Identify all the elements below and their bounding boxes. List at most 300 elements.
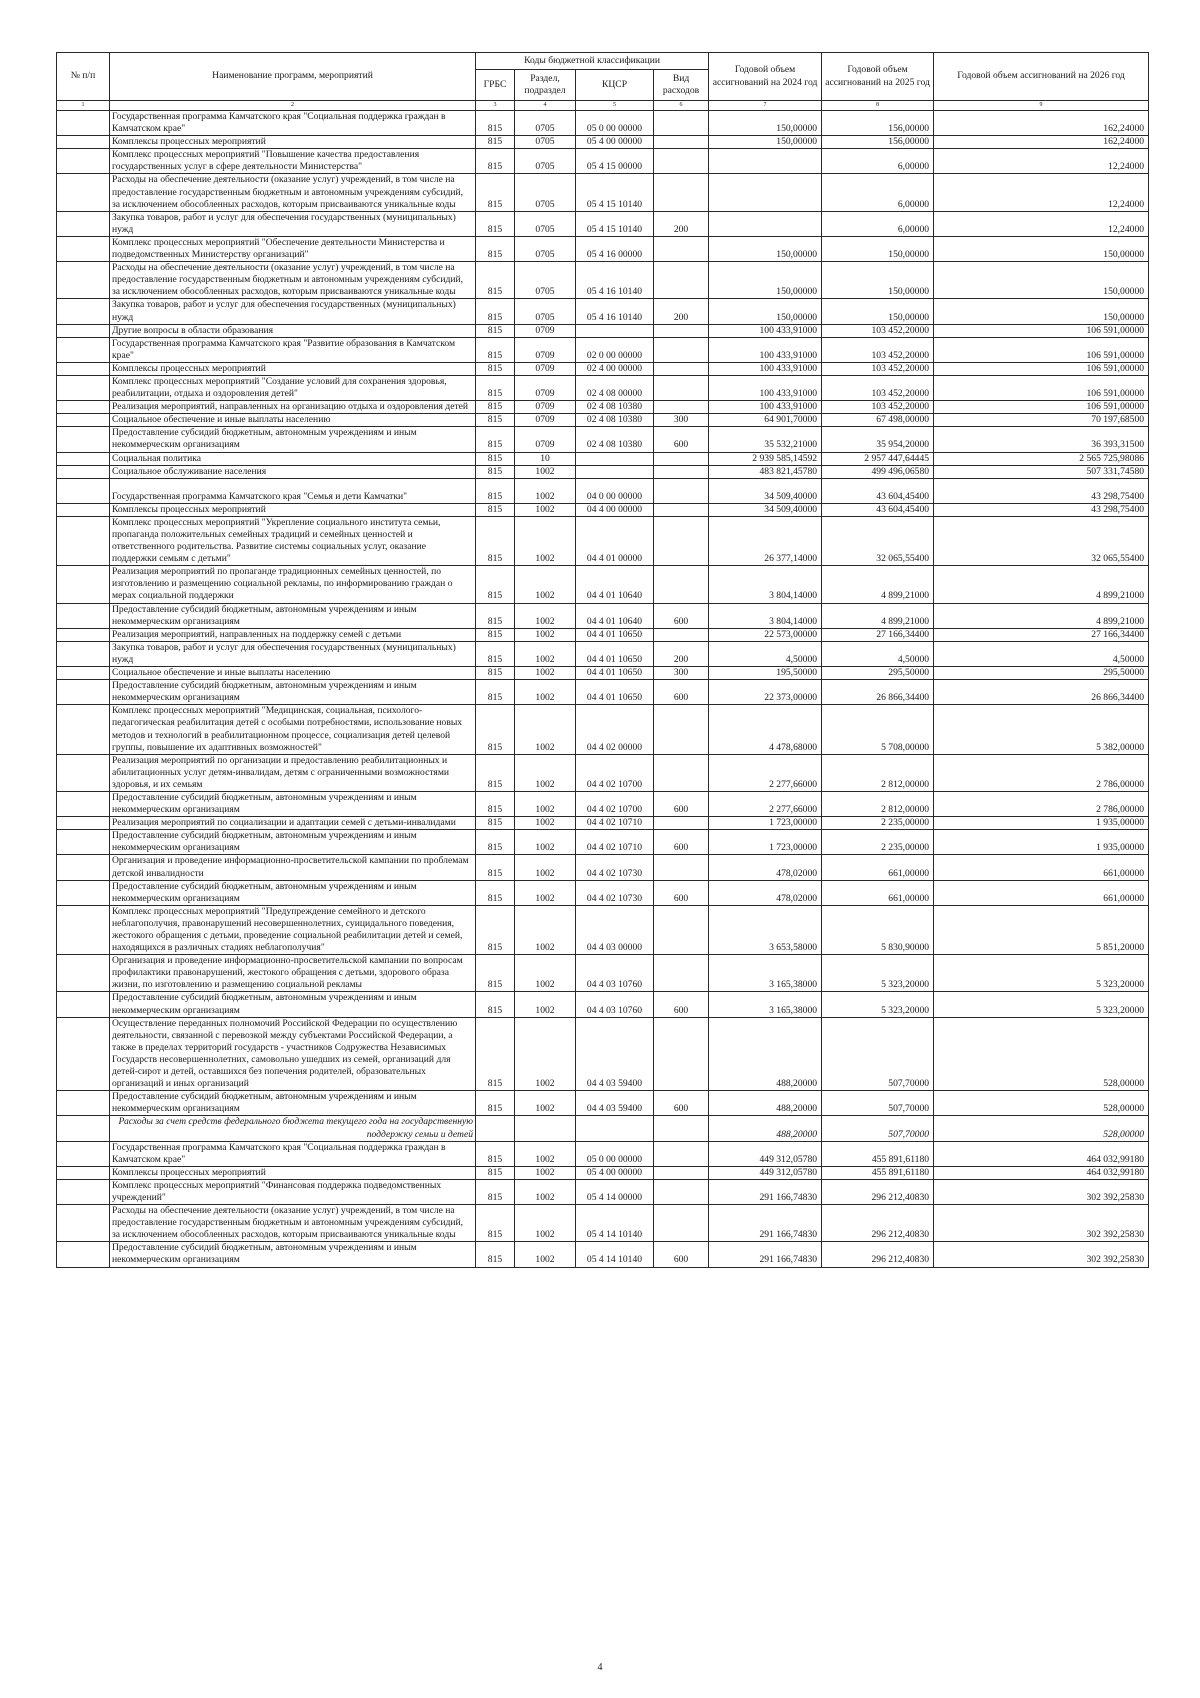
amount-2026-cell: 661,00000 [934,880,1149,905]
amount-2024-cell: 100 433,91000 [709,401,822,414]
razdel-cell: 0705 [515,136,576,149]
vid-cell [654,452,709,465]
kcsr-cell: 05 4 15 10140 [576,174,654,211]
budget-table [56,52,1149,1268]
program-name-cell: Осуществление переданных полномочий Российской Федерации по осуществлению деятельности, связанной с перевозкой между субъектами Российской Федерации, а также в пределах территорий государств - участников Содружества Независимых Государств несовершеннолетних, самовольно ушедших из семей, организаций для детей-сирот и детей, оставшихся без попечения родителей, образовательных организаций и иных организаций [110,1017,476,1091]
kcsr-cell: 04 4 03 10760 [576,992,654,1017]
table-row [57,603,1149,628]
program-name-cell: Социальное обеспечение и иные выплаты населению [110,414,476,427]
vid-cell [654,1179,709,1204]
table-body [57,111,1149,1268]
table-row [57,478,1149,503]
vid-cell: 200 [654,299,709,324]
amount-2025-cell: 156,00000 [822,111,934,136]
amount-2026-cell: 12,24000 [934,174,1149,211]
amount-2025-cell: 2 812,00000 [822,754,934,791]
amount-2026-cell: 464 032,99180 [934,1141,1149,1166]
amount-2025-cell: 5 323,20000 [822,955,934,992]
program-name-cell: Комплекс процессных мероприятий "Финансовая поддержка подведомственных учреждений" [110,1179,476,1204]
grbs-cell: 815 [476,236,515,261]
kcsr-cell: 05 4 16 00000 [576,236,654,261]
kcsr-cell: 02 4 08 10380 [576,414,654,427]
amount-2025-cell: 6,00000 [822,211,934,236]
amount-2025-cell: 103 452,20000 [822,337,934,362]
amount-2024-cell: 483 821,45780 [709,465,822,478]
amount-2025-cell: 661,00000 [822,855,934,880]
row-number-cell [57,603,110,628]
program-name-cell: Закупка товаров, работ и услуг для обеспечения государственных (муниципальных) нужд [110,641,476,666]
column-index-row [57,101,1149,111]
kcsr-cell: 04 4 01 10650 [576,680,654,705]
row-number-cell [57,452,110,465]
grbs-cell: 815 [476,566,515,603]
table-row [57,1116,1149,1141]
row-number-cell [57,641,110,666]
vid-cell [654,149,709,174]
column-index-cell: 4 [515,101,576,111]
program-name-cell: Предоставление субсидий бюджетным, автономным учреждениям и иным некоммерческим организациям [110,603,476,628]
amount-2025-cell: 5 323,20000 [822,992,934,1017]
razdel-cell: 1002 [515,880,576,905]
razdel-cell: 1002 [515,955,576,992]
kcsr-cell [576,452,654,465]
row-number-cell [57,905,110,954]
amount-2026-cell: 43 298,75400 [934,478,1149,503]
program-name-cell: Комплекс процессных мероприятий "Предупреждение семейного и детского неблагополучия, правонарушений несовершеннолетних, суицидального поведения, жестокого обращения с детьми, проведение социальной реабилитации детей и семей, находящихся в различных стадиях неблагополучия" [110,905,476,954]
vid-cell: 300 [654,667,709,680]
grbs-cell: 815 [476,401,515,414]
kcsr-cell: 04 4 02 10700 [576,791,654,816]
amount-2026-cell: 507 331,74580 [934,465,1149,478]
program-name-cell: Комплекс процессных мероприятий "Повышение качества предоставления государственных услуг в сфере деятельности Министерства" [110,149,476,174]
razdel-cell: 1002 [515,1166,576,1179]
amount-2024-cell: 4,50000 [709,641,822,666]
amount-2026-cell: 1 935,00000 [934,830,1149,855]
amount-2026-cell: 106 591,00000 [934,401,1149,414]
amount-2026-cell: 464 032,99180 [934,1166,1149,1179]
program-name-cell: Расходы на обеспечение деятельности (оказание услуг) учреждений, в том числе на предоставление государственным бюджетным и автономным учреждениям субсидий, за исключением обособленных расходов, которым присваиваются уникальные коды [110,262,476,299]
amount-2024-cell: 34 509,40000 [709,478,822,503]
grbs-cell: 815 [476,1166,515,1179]
table-row [57,427,1149,452]
amount-2026-cell: 302 392,25830 [934,1242,1149,1267]
table-row [57,855,1149,880]
table-row [57,1091,1149,1116]
amount-2025-cell: 6,00000 [822,174,934,211]
razdel-cell [515,1116,576,1141]
row-number-cell [57,955,110,992]
program-name-cell: Предоставление субсидий бюджетным, автономным учреждениям и иным некоммерческим организациям [110,992,476,1017]
kcsr-cell: 04 4 01 10640 [576,566,654,603]
col-header-grbs: ГРБС [476,70,515,101]
row-number-cell [57,211,110,236]
vid-cell [654,1166,709,1179]
amount-2024-cell: 4 478,68000 [709,705,822,754]
amount-2024-cell [709,174,822,211]
kcsr-cell: 04 4 02 10730 [576,880,654,905]
table-row [57,111,1149,136]
amount-2026-cell: 106 591,00000 [934,375,1149,400]
razdel-cell: 1002 [515,566,576,603]
vid-cell [654,465,709,478]
razdel-cell: 0705 [515,111,576,136]
amount-2025-cell: 2 812,00000 [822,791,934,816]
razdel-cell: 1002 [515,516,576,565]
amount-2024-cell: 35 532,21000 [709,427,822,452]
kcsr-cell: 04 4 01 00000 [576,516,654,565]
amount-2026-cell: 12,24000 [934,211,1149,236]
amount-2024-cell: 100 433,91000 [709,324,822,337]
amount-2026-cell: 1 935,00000 [934,817,1149,830]
table-row [57,667,1149,680]
razdel-cell: 1002 [515,830,576,855]
razdel-cell: 0705 [515,211,576,236]
grbs-cell: 815 [476,641,515,666]
col-header-vid: Вид расходов [654,70,709,101]
amount-2025-cell: 32 065,55400 [822,516,934,565]
kcsr-cell: 04 4 02 10730 [576,855,654,880]
razdel-cell: 1002 [515,1179,576,1204]
razdel-cell: 0709 [515,375,576,400]
kcsr-cell: 05 4 15 10140 [576,211,654,236]
row-number-cell [57,1017,110,1091]
grbs-cell: 815 [476,503,515,516]
table-row [57,754,1149,791]
razdel-cell: 0709 [515,427,576,452]
program-name-cell: Предоставление субсидий бюджетным, автономным учреждениям и иным некоммерческим организациям [110,427,476,452]
table-row [57,516,1149,565]
grbs-cell: 815 [476,1205,515,1242]
vid-cell [654,111,709,136]
amount-2026-cell: 36 393,31500 [934,427,1149,452]
razdel-cell: 0705 [515,262,576,299]
amount-2025-cell: 103 452,20000 [822,375,934,400]
row-number-cell [57,1141,110,1166]
amount-2025-cell: 2 235,00000 [822,817,934,830]
amount-2025-cell: 35 954,20000 [822,427,934,452]
row-number-cell [57,1179,110,1204]
row-number-cell [57,337,110,362]
row-number-cell [57,516,110,565]
vid-cell [654,1116,709,1141]
razdel-cell: 1002 [515,855,576,880]
razdel-cell: 0709 [515,414,576,427]
kcsr-cell: 04 4 02 10710 [576,830,654,855]
program-name-cell: Расходы за счет средств федерального бюджета текущего года на государственную поддержку семьи и детей [110,1116,476,1141]
table-row [57,1141,1149,1166]
grbs-cell: 815 [476,1017,515,1091]
vid-cell [654,817,709,830]
amount-2024-cell: 195,50000 [709,667,822,680]
vid-cell [654,1141,709,1166]
grbs-cell: 815 [476,465,515,478]
program-name-cell: Закупка товаров, работ и услуг для обеспечения государственных (муниципальных) нужд [110,299,476,324]
page-number: 4 [597,1662,603,1673]
grbs-cell: 815 [476,817,515,830]
row-number-cell [57,705,110,754]
program-name-cell: Комплексы процессных мероприятий [110,136,476,149]
grbs-cell: 815 [476,149,515,174]
grbs-cell: 815 [476,705,515,754]
amount-2025-cell: 296 212,40830 [822,1205,934,1242]
razdel-cell: 0705 [515,236,576,261]
kcsr-cell: 02 4 08 10380 [576,401,654,414]
table-row [57,992,1149,1017]
grbs-cell: 815 [476,174,515,211]
grbs-cell: 815 [476,414,515,427]
program-name-cell: Предоставление субсидий бюджетным, автономным учреждениям и иным некоммерческим организациям [110,1091,476,1116]
razdel-cell: 1002 [515,465,576,478]
amount-2026-cell: 150,00000 [934,236,1149,261]
amount-2024-cell: 449 312,05780 [709,1166,822,1179]
amount-2025-cell: 4 899,21000 [822,566,934,603]
amount-2026-cell: 162,24000 [934,111,1149,136]
amount-2026-cell: 43 298,75400 [934,503,1149,516]
amount-2024-cell: 488,20000 [709,1017,822,1091]
table-row [57,401,1149,414]
program-name-cell: Предоставление субсидий бюджетным, автономным учреждениям и иным некоммерческим организациям [110,1242,476,1267]
amount-2026-cell: 295,50000 [934,667,1149,680]
amount-2024-cell [709,149,822,174]
column-index-cell: 6 [654,101,709,111]
kcsr-cell: 02 4 08 00000 [576,375,654,400]
row-number-cell [57,503,110,516]
program-name-cell: Реализация мероприятий, направленных на поддержку семей с детьми [110,628,476,641]
amount-2025-cell: 150,00000 [822,236,934,261]
grbs-cell: 815 [476,628,515,641]
row-number-cell [57,754,110,791]
kcsr-cell: 04 4 03 10760 [576,955,654,992]
vid-cell: 600 [654,427,709,452]
kcsr-cell: 02 4 08 10380 [576,427,654,452]
table-row [57,211,1149,236]
row-number-cell [57,149,110,174]
amount-2025-cell: 156,00000 [822,136,934,149]
razdel-cell: 0705 [515,174,576,211]
amount-2024-cell: 150,00000 [709,136,822,149]
table-row [57,337,1149,362]
row-number-cell [57,1242,110,1267]
amount-2024-cell: 150,00000 [709,262,822,299]
row-number-cell [57,1091,110,1116]
grbs-cell: 815 [476,680,515,705]
program-name-cell: Предоставление субсидий бюджетным, автономным учреждениям и иным некоммерческим организациям [110,830,476,855]
row-number-cell [57,136,110,149]
vid-cell [654,401,709,414]
amount-2024-cell: 150,00000 [709,299,822,324]
program-name-cell: Государственная программа Камчатского края "Развитие образования в Камчатском крае" [110,337,476,362]
amount-2024-cell: 34 509,40000 [709,503,822,516]
program-name-cell: Реализация мероприятий по организации и предоставлению реабилитационных и абилитационных услуг детям-инвалидам, детям с ограниченными возможностями здоровья, и их семьям [110,754,476,791]
razdel-cell: 1002 [515,503,576,516]
amount-2025-cell: 2 235,00000 [822,830,934,855]
razdel-cell: 1002 [515,1205,576,1242]
grbs-cell: 815 [476,211,515,236]
amount-2026-cell: 302 392,25830 [934,1179,1149,1204]
row-number-cell [57,174,110,211]
amount-2024-cell: 1 723,00000 [709,830,822,855]
amount-2025-cell: 295,50000 [822,667,934,680]
amount-2025-cell: 507,70000 [822,1116,934,1141]
amount-2026-cell: 26 866,34400 [934,680,1149,705]
program-name-cell: Закупка товаров, работ и услуг для обеспечения государственных (муниципальных) нужд [110,211,476,236]
amount-2024-cell: 291 166,74830 [709,1205,822,1242]
amount-2024-cell: 1 723,00000 [709,817,822,830]
program-name-cell: Государственная программа Камчатского края "Социальная поддержка граждан в Камчатском крае" [110,1141,476,1166]
grbs-cell: 815 [476,667,515,680]
kcsr-cell: 04 4 02 10710 [576,817,654,830]
amount-2025-cell: 150,00000 [822,262,934,299]
kcsr-cell: 02 4 00 00000 [576,362,654,375]
program-name-cell: Расходы на обеспечение деятельности (оказание услуг) учреждений, в том числе на предоставление государственным бюджетным и автономным учреждениям субсидий, за исключением обособленных расходов, которым присваиваются уникальные коды [110,1205,476,1242]
table-row [57,465,1149,478]
amount-2024-cell [709,211,822,236]
col-header-razdel: Раздел, подраздел [515,70,576,101]
table-row [57,414,1149,427]
row-number-cell [57,628,110,641]
table-row [57,136,1149,149]
table-row [57,299,1149,324]
program-name-cell: Реализация мероприятий по социализации и адаптации семей с детьми-инвалидами [110,817,476,830]
column-index-cell: 1 [57,101,110,111]
col-header-kcsr: КЦСР [576,70,654,101]
kcsr-cell: 04 4 00 00000 [576,503,654,516]
amount-2025-cell: 43 604,45400 [822,503,934,516]
budget-sheet [56,52,1148,1268]
amount-2024-cell: 488,20000 [709,1091,822,1116]
program-name-cell: Организация и проведение информационно-просветительской кампании по проблемам детской инвалидности [110,855,476,880]
col-header-2024: Годовой объем ассигнований на 2024 год [709,53,822,101]
amount-2026-cell: 661,00000 [934,855,1149,880]
col-header-num: № п/п [57,53,110,101]
program-name-cell: Предоставление субсидий бюджетным, автономным учреждениям и иным некоммерческим организациям [110,680,476,705]
amount-2025-cell: 4 899,21000 [822,603,934,628]
vid-cell: 200 [654,641,709,666]
kcsr-cell: 05 0 00 00000 [576,1141,654,1166]
grbs-cell: 815 [476,754,515,791]
amount-2024-cell: 3 653,58000 [709,905,822,954]
row-number-cell [57,667,110,680]
amount-2025-cell: 103 452,20000 [822,324,934,337]
razdel-cell: 1002 [515,1091,576,1116]
table-row [57,830,1149,855]
program-name-cell: Расходы на обеспечение деятельности (оказание услуг) учреждений, в том числе на предоставление государственным бюджетным и автономным учреждениям субсидий, за исключением обособленных расходов, которым присваиваются уникальные коды [110,174,476,211]
table-row [57,1017,1149,1091]
grbs-cell: 815 [476,136,515,149]
program-name-cell: Комплексы процессных мероприятий [110,1166,476,1179]
razdel-cell: 1002 [515,754,576,791]
vid-cell: 600 [654,1091,709,1116]
razdel-cell: 1002 [515,680,576,705]
table-row [57,452,1149,465]
table-row [57,375,1149,400]
grbs-cell: 815 [476,111,515,136]
amount-2025-cell: 103 452,20000 [822,401,934,414]
amount-2025-cell: 150,00000 [822,299,934,324]
vid-cell: 300 [654,414,709,427]
amount-2026-cell: 2 565 725,98086 [934,452,1149,465]
razdel-cell: 0705 [515,299,576,324]
kcsr-cell: 05 4 14 00000 [576,1179,654,1204]
row-number-cell [57,478,110,503]
kcsr-cell: 04 4 03 59400 [576,1091,654,1116]
row-number-cell [57,401,110,414]
razdel-cell: 0709 [515,324,576,337]
row-number-cell [57,375,110,400]
row-number-cell [57,566,110,603]
amount-2024-cell: 2 277,66000 [709,754,822,791]
grbs-cell: 815 [476,603,515,628]
grbs-cell: 815 [476,1179,515,1204]
vid-cell [654,1205,709,1242]
row-number-cell [57,236,110,261]
amount-2024-cell: 150,00000 [709,236,822,261]
program-name-cell: Комплекс процессных мероприятий "Создание условий для сохранения здоровья, реабилитации, отдыха и оздоровления детей" [110,375,476,400]
amount-2026-cell: 2 786,00000 [934,791,1149,816]
vid-cell [654,905,709,954]
razdel-cell: 1002 [515,791,576,816]
amount-2024-cell: 150,00000 [709,111,822,136]
kcsr-cell: 05 4 00 00000 [576,136,654,149]
grbs-cell: 815 [476,992,515,1017]
razdel-cell: 1002 [515,817,576,830]
grbs-cell: 815 [476,1141,515,1166]
amount-2024-cell: 100 433,91000 [709,337,822,362]
row-number-cell [57,992,110,1017]
amount-2024-cell: 478,02000 [709,855,822,880]
row-number-cell [57,111,110,136]
kcsr-cell: 04 4 02 10700 [576,754,654,791]
table-row [57,1179,1149,1204]
amount-2024-cell: 449 312,05780 [709,1141,822,1166]
kcsr-cell: 05 4 16 10140 [576,262,654,299]
razdel-cell: 1002 [515,1141,576,1166]
table-row [57,680,1149,705]
program-name-cell: Государственная программа Камчатского края "Семья и дети Камчатки" [110,478,476,503]
amount-2026-cell: 5 323,20000 [934,955,1149,992]
vid-cell [654,855,709,880]
grbs-cell: 815 [476,324,515,337]
grbs-cell: 815 [476,830,515,855]
grbs-cell: 815 [476,375,515,400]
row-number-cell [57,1116,110,1141]
amount-2024-cell: 2 939 585,14592 [709,452,822,465]
amount-2024-cell: 488,20000 [709,1116,822,1141]
amount-2024-cell: 100 433,91000 [709,375,822,400]
kcsr-cell: 04 4 03 59400 [576,1017,654,1091]
row-number-cell [57,880,110,905]
razdel-cell: 0709 [515,337,576,362]
vid-cell: 600 [654,603,709,628]
table-row [57,1205,1149,1242]
col-header-name: Наименование программ, мероприятий [110,53,476,101]
table-row [57,1166,1149,1179]
amount-2026-cell: 106 591,00000 [934,324,1149,337]
program-name-cell: Другие вопросы в области образования [110,324,476,337]
amount-2024-cell: 3 165,38000 [709,992,822,1017]
amount-2026-cell: 27 166,34400 [934,628,1149,641]
razdel-cell: 1002 [515,641,576,666]
row-number-cell [57,324,110,337]
program-name-cell: Социальное обеспечение и иные выплаты населению [110,667,476,680]
amount-2024-cell: 64 901,70000 [709,414,822,427]
table-row [57,641,1149,666]
vid-cell [654,337,709,362]
vid-cell [654,262,709,299]
col-header-2025: Годовой объем ассигнований на 2025 год [822,53,934,101]
razdel-cell: 1002 [515,705,576,754]
vid-cell: 200 [654,211,709,236]
